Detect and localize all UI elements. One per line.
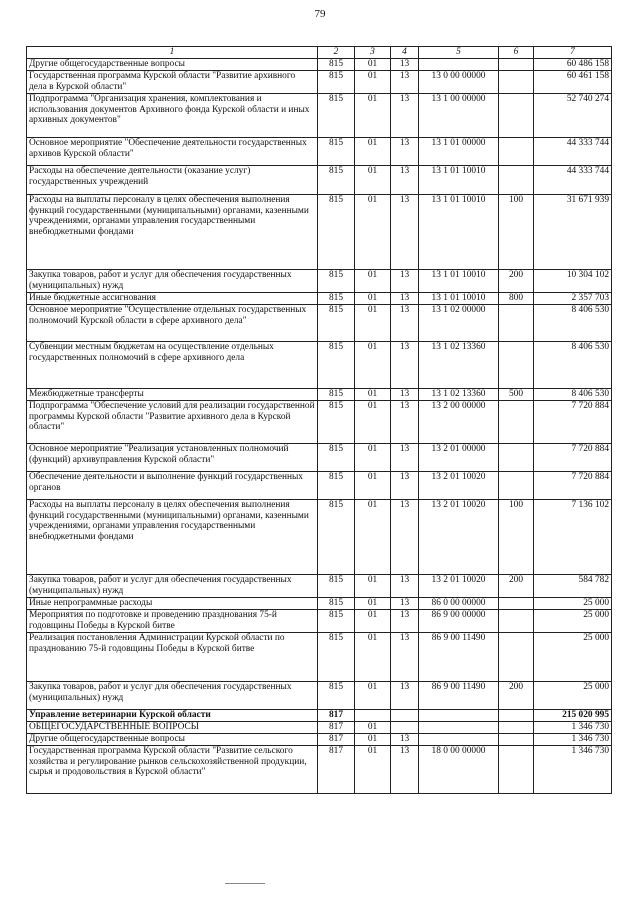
row-label: Расходы на выплаты персоналу в целях обеспечения выполнения функций государственными (муниципальными) органами, казенными учреждениями, органами управления государственными внебюджетными фондами	[27, 195, 318, 270]
column-6-value	[499, 401, 534, 444]
column-4-value: 13	[391, 59, 419, 71]
column-4-value: 13	[391, 610, 419, 633]
row-label: Закупка товаров, работ и услуг для обеспечения государственных (муниципальных) нужд	[27, 682, 318, 710]
column-4-value: 13	[391, 746, 419, 794]
column-2-value: 815	[318, 472, 355, 500]
row-label: Другие общегосударственные вопросы	[27, 59, 318, 71]
column-6-value	[499, 598, 534, 610]
column-3-value: 01	[355, 472, 391, 500]
column-4-value: 13	[391, 598, 419, 610]
column-7-value: 44 333 744	[534, 166, 612, 195]
row-label: Подпрограмма "Обеспечение условий для реализации государственной программы Курской области "Развитие архивного дела в Курской области"	[27, 401, 318, 444]
column-6-value	[499, 138, 534, 166]
header-cell: 2	[318, 47, 355, 59]
header-cell: 7	[534, 47, 612, 59]
column-3-value: 01	[355, 59, 391, 71]
column-5-value: 13 2 01 10020	[419, 500, 499, 575]
column-3-value: 01	[355, 633, 391, 682]
column-4-value	[391, 722, 419, 734]
column-6-value	[499, 734, 534, 746]
column-7-value: 7 136 102	[534, 500, 612, 575]
column-7-value: 10 304 102	[534, 270, 612, 293]
column-7-value: 25 000	[534, 598, 612, 610]
column-5-value: 13 1 01 10010	[419, 195, 499, 270]
column-4-value: 13	[391, 94, 419, 138]
row-label: Основное мероприятие "Осуществление отдельных государственных полномочий Курской области в сфере архивного дела"	[27, 305, 318, 342]
row-label: Государственная программа Курской области "Развитие сельского хозяйства и регулирование рынков сельскохозяйственной продукции, сырья и продовольствия в Курской области"	[27, 746, 318, 794]
table-row	[27, 166, 612, 195]
column-2-value: 817	[318, 734, 355, 746]
table-row	[27, 138, 612, 166]
table-row	[27, 59, 612, 71]
header-cell: 1	[27, 47, 318, 59]
column-6-value	[499, 710, 534, 722]
table-row	[27, 342, 612, 389]
column-2-value: 815	[318, 401, 355, 444]
column-6-value	[499, 59, 534, 71]
column-2-value: 817	[318, 710, 355, 722]
column-7-value: 60 461 158	[534, 71, 612, 94]
table-row	[27, 195, 612, 270]
table-row	[27, 734, 612, 746]
column-3-value: 01	[355, 401, 391, 444]
row-label: Управление ветеринарии Курской области	[27, 710, 318, 722]
column-3-value: 01	[355, 610, 391, 633]
column-6-value	[499, 342, 534, 389]
footer-divider	[225, 883, 265, 884]
column-4-value: 13	[391, 342, 419, 389]
column-5-value	[419, 710, 499, 722]
column-7-value: 7 720 884	[534, 472, 612, 500]
column-6-value: 200	[499, 682, 534, 710]
column-4-value: 13	[391, 633, 419, 682]
column-6-value	[499, 722, 534, 734]
column-3-value: 01	[355, 293, 391, 305]
budget-table	[26, 46, 612, 794]
column-7-value: 25 000	[534, 610, 612, 633]
table-row	[27, 633, 612, 682]
column-6-value: 100	[499, 500, 534, 575]
table-row	[27, 444, 612, 472]
column-5-value: 13 2 00 00000	[419, 401, 499, 444]
table-header-row	[27, 47, 612, 59]
column-2-value: 815	[318, 71, 355, 94]
column-2-value: 815	[318, 305, 355, 342]
column-6-value: 200	[499, 575, 534, 598]
column-5-value: 13 1 02 13360	[419, 342, 499, 389]
column-3-value: 01	[355, 598, 391, 610]
row-label: Расходы на обеспечение деятельности (оказание услуг) государственных учреждений	[27, 166, 318, 195]
column-3-value	[355, 710, 391, 722]
row-label: Подпрограмма "Организация хранения, комплектования и использования документов Архивного фонда Курской области и иных архивных документов"	[27, 94, 318, 138]
column-5-value: 13 1 01 00000	[419, 138, 499, 166]
row-label: Основное мероприятие "Обеспечение деятельности государственных архивов Курской области"	[27, 138, 318, 166]
column-7-value: 60 486 158	[534, 59, 612, 71]
column-2-value: 815	[318, 682, 355, 710]
table-row	[27, 94, 612, 138]
column-7-value: 8 406 530	[534, 342, 612, 389]
column-5-value: 86 9 00 11490	[419, 633, 499, 682]
column-4-value: 13	[391, 389, 419, 401]
column-3-value: 01	[355, 444, 391, 472]
column-6-value	[499, 444, 534, 472]
column-5-value: 13 1 01 10010	[419, 293, 499, 305]
column-2-value: 817	[318, 746, 355, 794]
column-6-value	[499, 610, 534, 633]
column-7-value: 44 333 744	[534, 138, 612, 166]
header-cell: 5	[419, 47, 499, 59]
row-label: Расходы на выплаты персоналу в целях обеспечения выполнения функций государственными (муниципальными) органами, казенными учреждениями, органами управления государственными внебюджетными фондами	[27, 500, 318, 575]
column-3-value: 01	[355, 71, 391, 94]
column-7-value: 31 671 939	[534, 195, 612, 270]
column-6-value	[499, 71, 534, 94]
column-4-value: 13	[391, 270, 419, 293]
header-cell: 4	[391, 47, 419, 59]
column-6-value: 800	[499, 293, 534, 305]
column-3-value: 01	[355, 138, 391, 166]
column-3-value: 01	[355, 305, 391, 342]
row-label: Основное мероприятие "Реализация установленных полномочий (функций) архивуправления Курской области"	[27, 444, 318, 472]
column-2-value: 817	[318, 722, 355, 734]
column-6-value	[499, 305, 534, 342]
column-5-value	[419, 59, 499, 71]
column-4-value: 13	[391, 305, 419, 342]
column-3-value: 01	[355, 575, 391, 598]
column-2-value: 815	[318, 610, 355, 633]
table-row	[27, 610, 612, 633]
row-label: Субвенции местным бюджетам на осуществление отдельных государственных полномочий в сфере архивного дела	[27, 342, 318, 389]
column-6-value: 500	[499, 389, 534, 401]
column-2-value: 815	[318, 59, 355, 71]
column-4-value: 13	[391, 293, 419, 305]
table-row	[27, 575, 612, 598]
column-2-value: 815	[318, 195, 355, 270]
column-2-value: 815	[318, 342, 355, 389]
column-7-value: 8 406 530	[534, 305, 612, 342]
row-label: ОБЩЕГОСУДАРСТВЕННЫЕ ВОПРОСЫ	[27, 722, 318, 734]
column-5-value: 13 1 01 10010	[419, 270, 499, 293]
table-row	[27, 401, 612, 444]
table-row	[27, 389, 612, 401]
column-3-value: 01	[355, 682, 391, 710]
column-2-value: 815	[318, 166, 355, 195]
column-4-value: 13	[391, 472, 419, 500]
column-7-value: 8 406 530	[534, 389, 612, 401]
column-2-value: 815	[318, 575, 355, 598]
table-row	[27, 270, 612, 293]
column-4-value: 13	[391, 500, 419, 575]
row-label: Иные непрограммные расходы	[27, 598, 318, 610]
row-label: Межбюджетные трансферты	[27, 389, 318, 401]
column-4-value: 13	[391, 734, 419, 746]
table-row	[27, 293, 612, 305]
column-2-value: 815	[318, 94, 355, 138]
column-2-value: 815	[318, 500, 355, 575]
column-2-value: 815	[318, 598, 355, 610]
column-4-value: 13	[391, 138, 419, 166]
column-5-value	[419, 734, 499, 746]
column-5-value: 13 2 01 10020	[419, 472, 499, 500]
table-row	[27, 472, 612, 500]
column-7-value: 25 000	[534, 633, 612, 682]
column-7-value: 1 346 730	[534, 734, 612, 746]
column-6-value	[499, 94, 534, 138]
column-6-value: 200	[499, 270, 534, 293]
column-3-value: 01	[355, 195, 391, 270]
row-label: Иные бюджетные ассигнования	[27, 293, 318, 305]
column-5-value	[419, 722, 499, 734]
column-3-value: 01	[355, 389, 391, 401]
column-4-value	[391, 710, 419, 722]
column-5-value: 13 1 02 00000	[419, 305, 499, 342]
column-4-value: 13	[391, 166, 419, 195]
column-4-value: 13	[391, 195, 419, 270]
column-3-value: 01	[355, 166, 391, 195]
table-row	[27, 710, 612, 722]
column-6-value	[499, 166, 534, 195]
header-cell: 3	[355, 47, 391, 59]
column-4-value: 13	[391, 682, 419, 710]
table-row	[27, 722, 612, 734]
column-2-value: 815	[318, 444, 355, 472]
row-label: Другие общегосударственные вопросы	[27, 734, 318, 746]
column-5-value: 13 0 00 00000	[419, 71, 499, 94]
column-7-value: 7 720 884	[534, 401, 612, 444]
column-3-value: 01	[355, 722, 391, 734]
table-row	[27, 682, 612, 710]
row-label: Государственная программа Курской области "Развитие архивного дела в Курской области"	[27, 71, 318, 94]
column-5-value: 13 1 02 13360	[419, 389, 499, 401]
table-row	[27, 305, 612, 342]
row-label: Обеспечение деятельности и выполнение функций государственных органов	[27, 472, 318, 500]
column-7-value: 1 346 730	[534, 722, 612, 734]
row-label: Закупка товаров, работ и услуг для обеспечения государственных (муниципальных) нужд	[27, 575, 318, 598]
page-number: 79	[314, 8, 326, 20]
column-2-value: 815	[318, 633, 355, 682]
column-7-value: 25 000	[534, 682, 612, 710]
column-4-value: 13	[391, 71, 419, 94]
column-5-value: 18 0 00 00000	[419, 746, 499, 794]
column-4-value: 13	[391, 401, 419, 444]
column-2-value: 815	[318, 138, 355, 166]
column-5-value: 86 9 00 11490	[419, 682, 499, 710]
column-5-value: 13 1 00 00000	[419, 94, 499, 138]
column-3-value: 01	[355, 734, 391, 746]
column-4-value: 13	[391, 444, 419, 472]
header-cell: 6	[499, 47, 534, 59]
column-7-value: 584 782	[534, 575, 612, 598]
column-7-value: 2 357 703	[534, 293, 612, 305]
column-3-value: 01	[355, 342, 391, 389]
column-3-value: 01	[355, 94, 391, 138]
column-6-value	[499, 472, 534, 500]
column-5-value: 13 2 01 10020	[419, 575, 499, 598]
column-6-value: 100	[499, 195, 534, 270]
column-5-value: 86 9 00 00000	[419, 610, 499, 633]
table-row	[27, 500, 612, 575]
column-5-value: 13 2 01 00000	[419, 444, 499, 472]
row-label: Мероприятия по подготовке и проведению празднования 75-й годовщины Победы в Курской битве	[27, 610, 318, 633]
column-6-value	[499, 633, 534, 682]
table-row	[27, 598, 612, 610]
column-7-value: 7 720 884	[534, 444, 612, 472]
column-3-value: 01	[355, 500, 391, 575]
column-3-value: 01	[355, 270, 391, 293]
column-6-value	[499, 746, 534, 794]
table-row	[27, 71, 612, 94]
column-5-value: 86 0 00 00000	[419, 598, 499, 610]
row-label: Реализация постановления Администрации Курской области по празднованию 75-й годовщины Победы в Курской битве	[27, 633, 318, 682]
column-4-value: 13	[391, 575, 419, 598]
column-2-value: 815	[318, 270, 355, 293]
column-7-value: 52 740 274	[534, 94, 612, 138]
table-row	[27, 746, 612, 794]
column-3-value: 01	[355, 746, 391, 794]
column-7-value: 1 346 730	[534, 746, 612, 794]
column-2-value: 815	[318, 293, 355, 305]
column-2-value: 815	[318, 389, 355, 401]
column-7-value: 215 020 995	[534, 710, 612, 722]
row-label: Закупка товаров, работ и услуг для обеспечения государственных (муниципальных) нужд	[27, 270, 318, 293]
column-5-value: 13 1 01 10010	[419, 166, 499, 195]
